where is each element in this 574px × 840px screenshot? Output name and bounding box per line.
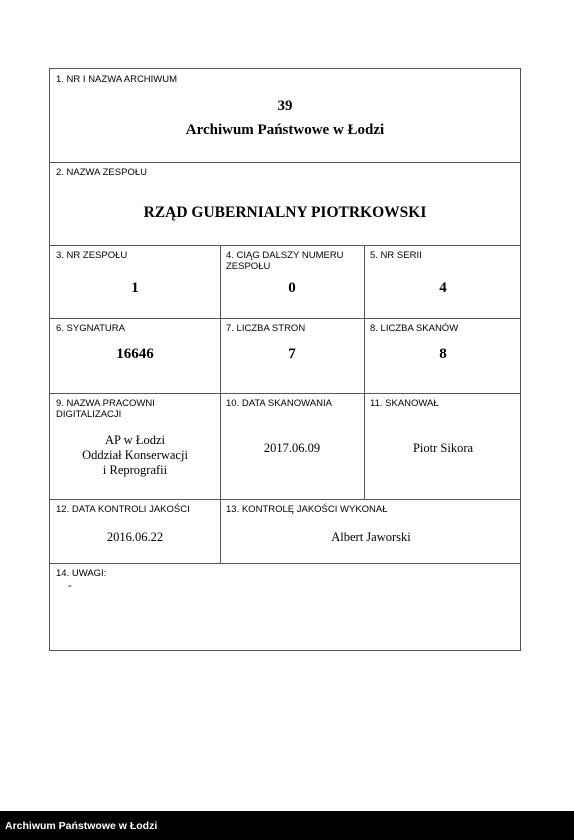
signature-cell xyxy=(50,318,220,393)
fonds-name-value: RZĄD GUBERNIALNY PIOTRKOWSKI xyxy=(143,204,427,221)
archive-name: Archiwum Państwowe w Łodzi xyxy=(185,122,385,138)
scanned-by-cell xyxy=(364,393,522,499)
footer-text: Archiwum Państwowe w Łodzi xyxy=(5,820,158,832)
scan-date-cell xyxy=(220,393,364,499)
series-cell xyxy=(364,245,522,318)
remarks-value: - xyxy=(68,580,72,592)
remarks-cell xyxy=(50,563,520,652)
workshop-line: AP w Łodzi xyxy=(105,433,165,447)
archive-number: 39 xyxy=(277,98,293,114)
scanned-by-value: Piotr Sikora xyxy=(412,441,474,455)
continuation-value: 0 xyxy=(288,280,296,296)
series-label: 5. NR SERII xyxy=(370,250,422,261)
remarks-label: 14. UWAGI: xyxy=(56,568,107,579)
signature-label: 6. SYGNATURA xyxy=(56,323,125,334)
scanned-by-label: 11. SKANOWAŁ xyxy=(370,398,439,409)
qc-date-cell xyxy=(50,499,220,563)
signature-value: 16646 xyxy=(116,346,154,362)
qc-by-label: 13. KONTROLĘ JAKOŚCI WYKONAŁ xyxy=(226,504,388,515)
continuation-label: 4. CIĄG DALSZY NUMERU ZESPOŁU xyxy=(226,250,344,272)
pages-value: 7 xyxy=(288,346,296,362)
fonds-number-value: 1 xyxy=(131,280,139,296)
workshop-label: 9. NAZWA PRACOWNI DIGITALIZACJI xyxy=(56,398,155,420)
continuation-cell xyxy=(220,245,364,318)
qc-by-cell xyxy=(220,499,522,563)
pages-cell xyxy=(220,318,364,393)
pages-label: 7. LICZBA STRON xyxy=(226,323,306,334)
fonds-name-cell xyxy=(50,162,520,245)
qc-date-label: 12. DATA KONTROLI JAKOŚCI xyxy=(56,504,190,515)
fonds-number-label: 3. NR ZESPOŁU xyxy=(56,250,128,261)
fonds-number-cell xyxy=(50,245,220,318)
footer-bar xyxy=(0,811,574,840)
scans-label: 8. LICZBA SKANÓW xyxy=(370,323,459,334)
workshop-value xyxy=(50,433,220,478)
scans-cell xyxy=(364,318,522,393)
scan-date-value: 2017.06.09 xyxy=(263,441,321,455)
workshop-cell xyxy=(50,393,220,499)
fonds-name-label: 2. NAZWA ZESPOŁU xyxy=(56,167,147,178)
series-value: 4 xyxy=(439,280,447,296)
scans-value: 8 xyxy=(439,346,447,362)
metadata-form xyxy=(49,68,521,651)
workshop-line: Oddział Konserwacji xyxy=(82,448,188,462)
workshop-line: i Reprografii xyxy=(102,463,168,477)
archive-cell xyxy=(50,69,520,162)
qc-date-value: 2016.06.22 xyxy=(106,530,164,544)
archive-label: 1. NR I NAZWA ARCHIWUM xyxy=(56,74,178,85)
qc-by-value: Albert Jaworski xyxy=(331,530,411,544)
scan-date-label: 10. DATA SKANOWANIA xyxy=(226,398,332,409)
